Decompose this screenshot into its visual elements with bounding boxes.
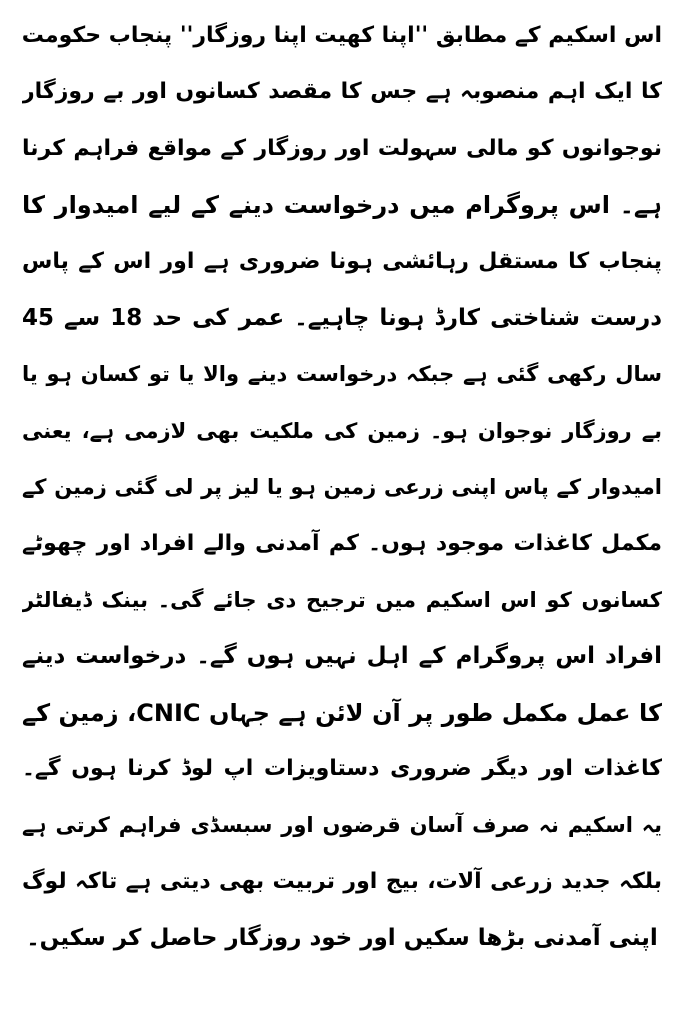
text-line: درست شناختی کارڈ ہونا چاہیے۔ عمر کی حد 18 سے 45 (22, 304, 662, 331)
text-line: نوجوانوں کو مالی سہولت اور روزگار کے مواقع فراہم کرنا (22, 135, 662, 161)
text-line: یہ اسکیم نہ صرف آسان قرضوں اور سبسڈی فراہم کرتی ہے (22, 813, 662, 838)
text-line: پنجاب کا مستقل رہائشی ہونا ضروری ہے اور اس کے پاس (22, 248, 662, 274)
text-line: کا عمل مکمل طور پر آن لائن ہے جہاں CNIC، زمین کے (22, 698, 662, 727)
text-line: امیدوار کے پاس اپنی زرعی زمین ہو یا لیز پر لی گئی زمین کے (22, 475, 662, 500)
article-body (22, 8, 662, 967)
text-line: بلکہ جدید زرعی آلات، بیج اور تربیت بھی دیتی ہے تاکہ لوگ (22, 868, 662, 894)
text-line: ہے۔ اس پروگرام میں درخواست دینے کے لیے امیدوار کا (22, 191, 662, 220)
text-line: افراد اس پروگرام کے اہل نہیں ہوں گے۔ درخواست دینے (22, 643, 662, 670)
text-line: سال رکھی گئی ہے جبکہ درخواست دینے والا یا تو کسان ہو یا (22, 362, 662, 387)
text-line: کاغذات اور دیگر ضروری دستاویزات اپ لوڈ کرنا ہوں گے۔ (22, 756, 662, 782)
text-line: بے روزگار نوجوان ہو۔ زمین کی ملکیت بھی لازمی ہے، یعنی (22, 418, 662, 443)
text-line: کسانوں کو اس اسکیم میں ترجیح دی جائے گی۔ بینک ڈیفالٹر (22, 587, 662, 612)
text-line: اس اسکیم کے مطابق ''اپنا کھیت اپنا روزگار'' پنجاب حکومت (22, 23, 662, 48)
text-line: اپنی آمدنی بڑھا سکیں اور خود روزگار حاصل کر سکیں۔ (26, 925, 658, 952)
text-line: مکمل کاغذات موجود ہوں۔ کم آمدنی والے افراد اور چھوٹے (22, 530, 662, 556)
text-line: کا ایک اہم منصوبہ ہے جس کا مقصد کسانوں اور بے روزگار (22, 79, 662, 105)
